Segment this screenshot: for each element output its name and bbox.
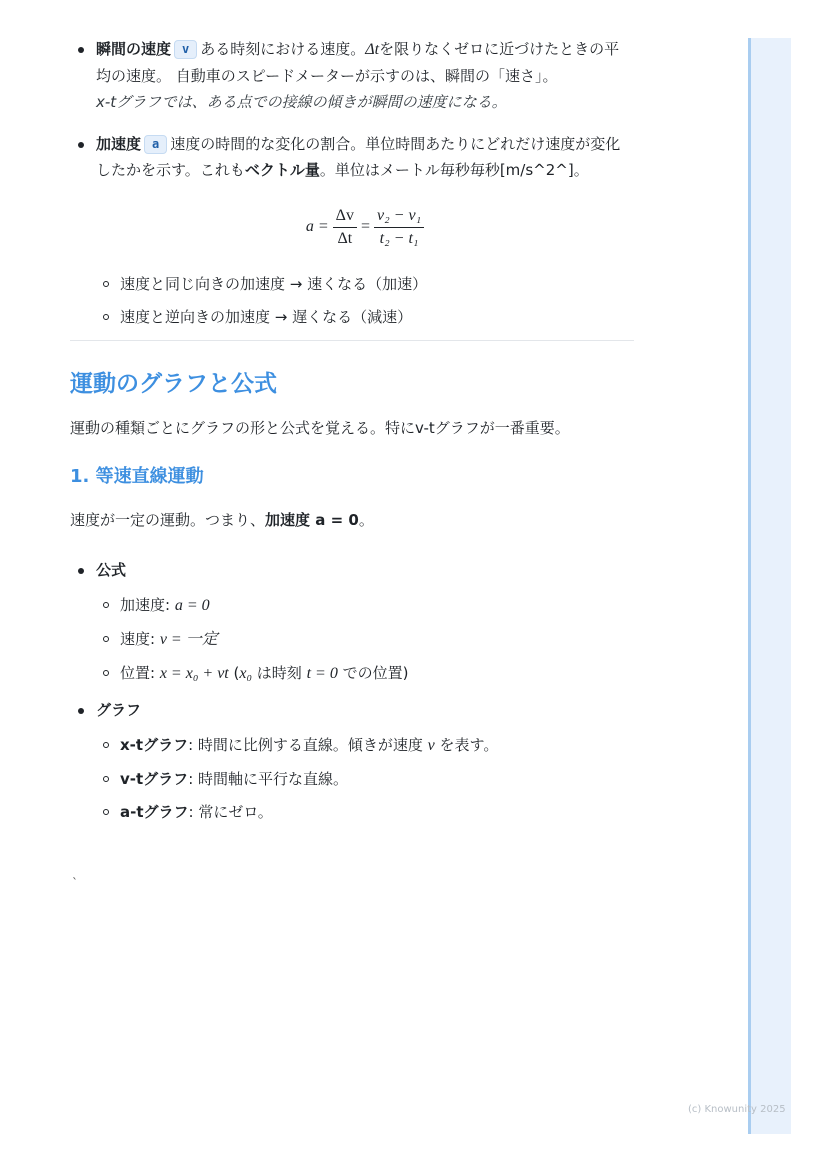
formula-lhs: a = — [305, 218, 329, 236]
formula-math: v — [427, 737, 435, 754]
symbol-badge-a: a — [144, 135, 167, 154]
fraction-dv-dt — [333, 207, 357, 248]
right-margin-panel — [748, 38, 791, 1134]
list-item: 速度と逆向きの加速度 → 遅くなる（減速） — [96, 307, 634, 327]
graph-item — [96, 802, 634, 822]
bold-acceleration-zero: 加速度 a = 0 — [265, 511, 359, 529]
graphs-label: グラフ — [96, 701, 142, 719]
text: : 常にゼロ。 — [188, 803, 273, 821]
graph-item — [96, 735, 634, 756]
graph-name: v-tグラフ — [120, 770, 189, 788]
uniform-motion-list — [70, 557, 634, 822]
formula-list — [96, 595, 634, 684]
text: ある時刻における速度。 — [200, 40, 366, 58]
formula-math: x₀ — [239, 665, 253, 682]
term-acceleration: 加速度 — [96, 135, 142, 153]
formula-label: 加速度: — [120, 596, 175, 614]
formula-math: v = 一定 — [159, 631, 218, 648]
formula-item — [96, 595, 634, 616]
italic-note: x-tグラフでは、ある点での接線の傾きが瞬間の速度になる。 — [96, 93, 507, 111]
list-item-formulas — [70, 557, 634, 684]
frac-denominator: t₂ − t₁ — [379, 230, 419, 247]
graph-name: x-tグラフ — [120, 736, 189, 754]
copyright-footer: (c) Knowunity 2025 — [688, 1104, 786, 1115]
acceleration-formula — [96, 207, 634, 248]
text: を表す。 — [434, 736, 499, 754]
frac-denominator: Δt — [337, 230, 353, 247]
section-heading: 運動のグラフと公式 — [70, 371, 277, 397]
text: : 時間軸に平行な直線。 — [188, 770, 349, 788]
formula-item — [96, 663, 634, 684]
list-item-instant-velocity — [70, 36, 634, 115]
list-item-graphs — [70, 697, 634, 822]
graph-name: a-tグラフ — [120, 803, 189, 821]
text: を限りなくゼロに近づけたときの平均の速度。 自動車のスピードメーターが示すのは、瞬間の「速さ」。 — [96, 40, 620, 85]
subsection-intro — [70, 509, 634, 531]
text: は時刻 — [252, 664, 307, 682]
divider — [70, 340, 634, 341]
text: : 時間に比例する直線。傾きが速度 — [188, 736, 428, 754]
frac-numerator: v₂ − v₁ — [374, 207, 424, 228]
symbol-badge-v: v — [174, 40, 197, 59]
text: ( — [228, 664, 240, 682]
text: での位置) — [337, 664, 409, 682]
text: 速度の時間的な変化の割合。単位時間あたりにどれだけ速度が変化したかを示す。これも — [96, 135, 621, 179]
formula-equals: = — [360, 218, 370, 236]
formula-label: 位置: — [120, 664, 160, 682]
acceleration-sub-list — [96, 274, 634, 327]
text: 。単位はメートル毎秒毎秒[m/s^2^]。 — [319, 161, 589, 179]
section-intro: 運動の種類ごとにグラフの形と公式を覚える。特にv-tグラフが一番重要。 — [70, 419, 570, 437]
math-delta-t: Δt — [365, 41, 380, 58]
formula-item — [96, 629, 634, 650]
formula-math: x = x₀ + vt — [159, 665, 229, 682]
fraction-v-t — [374, 207, 424, 248]
stray-mark: ` — [72, 876, 78, 890]
list-item: 速度と同じ向きの加速度 → 速くなる（加速） — [96, 274, 634, 294]
term-instant-velocity: 瞬間の速度 — [96, 40, 172, 58]
formula-label: 速度: — [120, 630, 160, 648]
subsection-heading: 1. 等速直線運動 — [70, 466, 204, 487]
document-content — [70, 36, 634, 835]
bold-vector: ベクトル量 — [244, 161, 320, 179]
text: 。 — [358, 511, 374, 529]
graph-item — [96, 769, 634, 789]
formula-math: a = 0 — [174, 597, 210, 614]
graph-list — [96, 735, 634, 822]
list-item-acceleration — [70, 131, 634, 327]
frac-numerator: Δv — [333, 207, 357, 228]
formula-math: t = 0 — [306, 665, 338, 682]
formulas-label: 公式 — [96, 561, 127, 579]
definition-list — [70, 36, 634, 327]
text: 速度が一定の運動。つまり、 — [70, 511, 266, 529]
